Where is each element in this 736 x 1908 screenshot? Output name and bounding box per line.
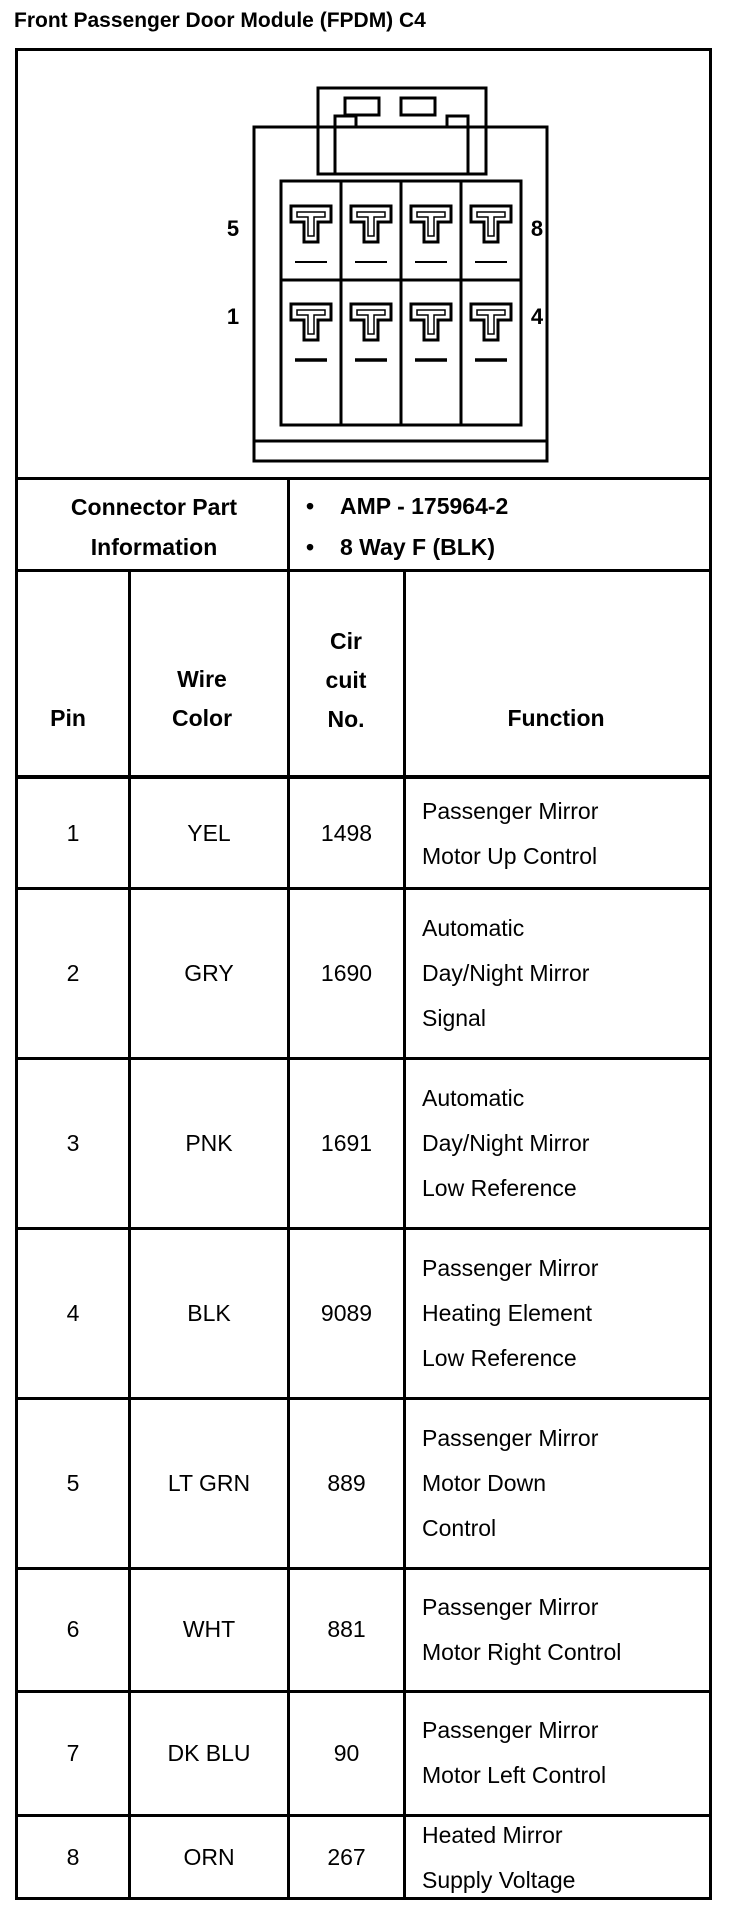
divider-diagram (15, 477, 712, 480)
pin-cell: 1 (66, 820, 80, 846)
connector-diagram (15, 48, 712, 480)
header-wire-color: Wire Color (171, 666, 233, 731)
function-line: Control (422, 1514, 497, 1541)
function-cell (422, 1708, 606, 1798)
function-cell (422, 1076, 589, 1211)
circuit-cell: 1691 (320, 1129, 373, 1156)
pin-cell: 3 (66, 1129, 80, 1156)
terminal-contact (357, 212, 385, 236)
circuit-cell: 9089 (320, 1299, 373, 1326)
pin-label-5: 5 (226, 216, 240, 241)
wire-color-cell: ORN (183, 1844, 235, 1870)
function-line: Low Reference (422, 1174, 577, 1201)
terminal-contact (417, 310, 445, 334)
circuit-cell: 881 (327, 1616, 366, 1642)
function-line: Automatic (422, 914, 525, 941)
connector-info-list (306, 486, 508, 568)
function-line: Passenger Mirror (422, 1424, 599, 1451)
function-line: Automatic (422, 1084, 525, 1111)
header-pin: Pin (50, 705, 86, 731)
function-line: Passenger Mirror (422, 1717, 599, 1743)
circuit-cell: 1690 (320, 959, 373, 986)
function-line: Heated Mirror (422, 1821, 563, 1848)
function-cell (422, 1416, 598, 1551)
connector-info-label-line1: Connector Part (70, 494, 238, 520)
function-line: Heating Element (422, 1299, 593, 1326)
pin-label-1: 1 (226, 304, 240, 329)
connector-info-item: • AMP - 175964-2 (306, 493, 509, 519)
circuit-cell: 90 (333, 1739, 360, 1766)
terminal-contact (297, 310, 325, 334)
function-cell (422, 789, 598, 879)
wire-color-cell: BLK (187, 1299, 231, 1326)
function-line: Motor Left Control (422, 1762, 607, 1788)
terminal-contact (477, 212, 505, 236)
wire-color-cell: WHT (182, 1616, 236, 1642)
wire-color-cell: LT GRN (167, 1469, 251, 1496)
latch-slot-left (345, 98, 379, 115)
circuit-cell: 889 (327, 1469, 366, 1496)
pin-cell: 4 (66, 1299, 80, 1326)
pin-cell: 6 (66, 1616, 80, 1642)
terminal-contact (297, 212, 325, 236)
pin-label-4: 4 (530, 304, 544, 329)
wire-color-cell: DK BLU (167, 1739, 251, 1766)
pin-cell: 5 (66, 1469, 80, 1496)
function-line: Signal (422, 1004, 486, 1031)
terminal-contact (417, 212, 445, 236)
function-line: Day/Night Mirror (422, 1129, 590, 1156)
function-line: Motor Down (422, 1469, 546, 1496)
pin-cell: 8 (66, 1844, 80, 1870)
terminal-contact (357, 310, 385, 334)
function-line: Passenger Mirror (422, 1593, 599, 1620)
circuit-cell: 267 (327, 1844, 366, 1870)
function-cell (422, 906, 589, 1041)
pin-cell: 2 (66, 959, 80, 986)
connector-info-item: • 8 Way F (BLK) (306, 534, 496, 560)
function-line: Low Reference (422, 1344, 577, 1371)
pin-label-8: 8 (530, 216, 544, 241)
connector-info-label (18, 487, 290, 567)
function-line: Passenger Mirror (422, 797, 599, 824)
function-line: Day/Night Mirror (422, 959, 590, 986)
header-circuit-no: Cir cuit No. (325, 628, 367, 732)
page-title: Front Passenger Door Module (FPDM) C4 (14, 9, 426, 32)
wire-color-cell: GRY (184, 959, 234, 986)
terminal-contact (477, 310, 505, 334)
circuit-cell: 1498 (320, 820, 373, 846)
wire-color-cell: PNK (185, 1129, 233, 1156)
function-line: Motor Right Control (422, 1638, 622, 1665)
function-line: Supply Voltage (422, 1866, 576, 1893)
function-line: Motor Up Control (422, 842, 598, 869)
function-cell (422, 1585, 621, 1675)
function-line: Passenger Mirror (422, 1254, 599, 1281)
function-cell (422, 1813, 575, 1903)
divider-info-table (15, 569, 712, 572)
wire-color-cell: YEL (187, 820, 231, 846)
function-cell (422, 1246, 598, 1381)
pin-cell: 7 (66, 1739, 80, 1766)
column-divider (403, 569, 406, 1900)
connector-info-label-line2: Information (90, 534, 218, 560)
header-function: Function (507, 705, 605, 731)
latch-slot-right (401, 98, 435, 115)
